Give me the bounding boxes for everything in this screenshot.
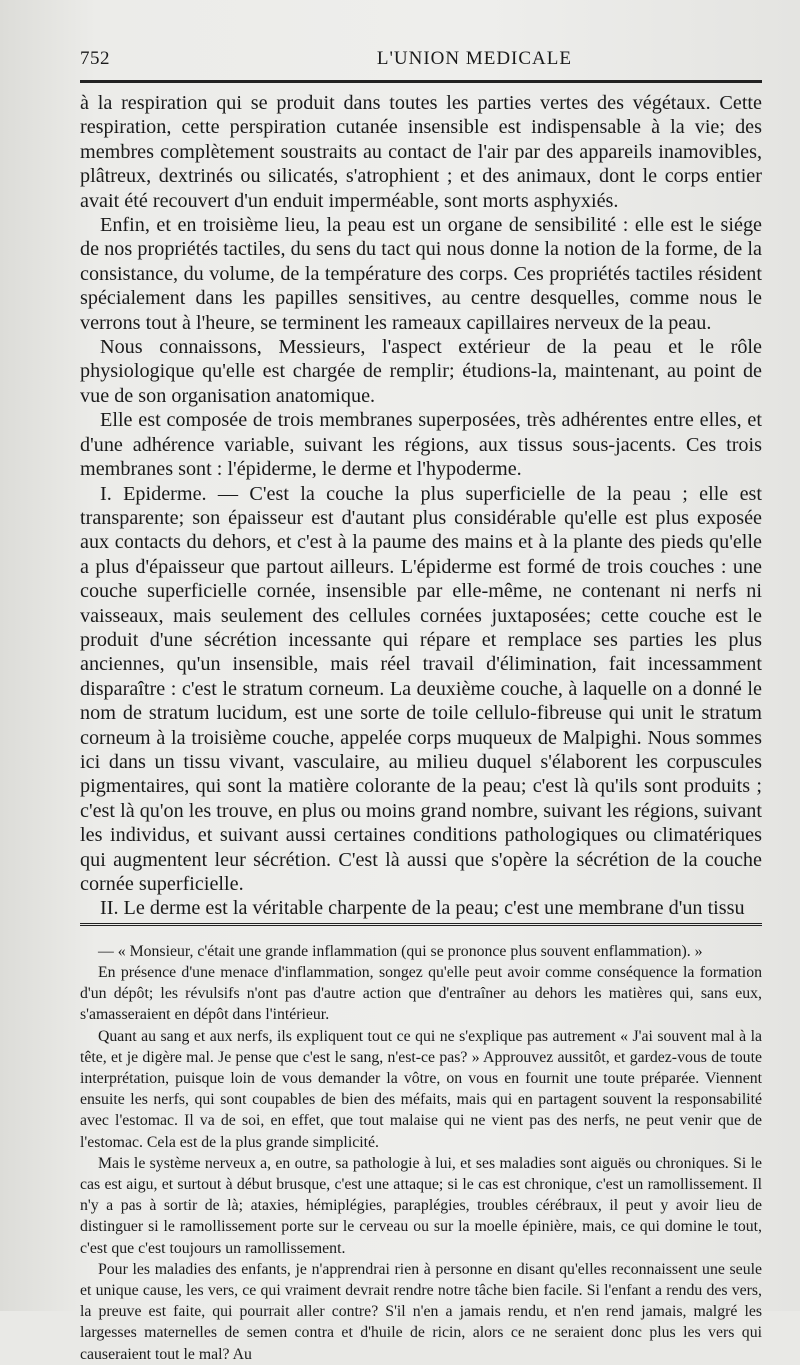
paragraph: II. Le derme est la véritable charpente de la peau; c'est une membrane d'un tissu <box>100 897 745 920</box>
page-number: 752 <box>80 48 110 69</box>
note-paragraph: En présence d'une menace d'inflammation, songez qu'elle peut avoir comme conséquence la formation d'un dépôt; les révulsifs n'ont pas d'autre action que d'entraîner au dehors les matières qui, sans eux, s'amasseraient en dépôt dans l'intérieur. <box>80 964 762 1024</box>
main-text <box>80 91 762 921</box>
note-paragraph: Mais le système nerveux a, en outre, sa pathologie à lui, et ses maladies sont aiguës ou chroniques. Si le cas est aigu, et surtout à début brusque, c'est une attaque; si le cas est chronique, c'est un ramollissement. Il n'y a pas à sortir de là; ataxies, hémiplégies, paraplégies, troubles cérébraux, il peut y avoir lieu de distinguer si le ramollissement porte sur le cerveau ou sur la moelle épinière, mais, ce qui domine le tout, c'est que c'est toujours un ramollissement. <box>80 1154 762 1257</box>
note-paragraph: Pour les maladies des enfants, je n'apprendrai rien à personne en disant qu'elles reconnaissent une seule et unique cause, les vers, ce qui vraiment devrait rendre notre tâche bien facile. Si l'enfant a rendu des vers, la preuve est faite, qui pourrait aller contre? S'il n'en a jamais rendu, et n'en rend jamais, malgré les largesses maternelles de semen contra et d'huile de ricin, alors ce ne seraient donc plus les vers qui causeraient tout le mal? Au <box>80 1260 762 1363</box>
paragraph: Enfin, et en troisième lieu, la peau est un organe de sensibilité : elle est le siége de nos propriétés tactiles, du sens du tact qui nous donne la notion de la forme, de la consistance, du volume, de la température des corps. Ces propriétés tactiles résident spécialement dans les papilles sensitives, au centre desquelles, comme nous le verrons tout à l'heure, se terminent les rameaux capillaires nerveux de la peau. <box>80 214 762 334</box>
section-rule <box>80 923 762 929</box>
header-rule <box>80 80 762 83</box>
feuilleton-text <box>80 941 762 1365</box>
note-paragraph: Quant au sang et aux nerfs, ils expliquent tout ce qui ne s'explique pas autrement « J'ai souvent mal à la tête, et je digère mal. Je pense que c'est le sang, n'est-ce pas? » Approuvez aussitôt, et gardez-vous de toute interprétation, puisque loin de vous demander la vôtre, on vous en fournit une toute préparée. Viennent ensuite les nerfs, qui sont coupables de bien des méfaits, mais qui en partagent souvent la responsabilité avec l'estomac. Il va de soi, en effet, que tout malaise qui ne vient pas des nerfs, ne peut venir que de l'estomac. Cela est de la plus grande simplicité. <box>80 1027 762 1151</box>
paragraph: Nous connaissons, Messieurs, l'aspect extérieur de la peau et le rôle physiologique qu'elle est chargée de remplir; étudions-la, maintenant, au point de vue de son organisation anatomique. <box>80 336 762 407</box>
journal-title: L'UNION MEDICALE <box>376 48 572 69</box>
page-header <box>80 48 762 70</box>
paragraph: à la respiration qui se produit dans toutes les parties vertes des végétaux. Cette respiration, cette perspiration cutanée insensible est indispensable à la vie; des membres complètement soustraits au contact de l'air par des appareils inamovibles, plâtreux, dextrinés ou silicatés, s'atrophient ; et des animaux, dont le corps entier avait été recouvert d'un enduit imperméable, sont morts asphyxiés. <box>80 92 762 212</box>
note-paragraph: — « Monsieur, c'était une grande inflammation (qui se prononce plus souvent enflammation). » <box>98 942 703 960</box>
paragraph: Elle est composée de trois membranes superposées, très adhérentes entre elles, et d'une adhérence variable, suivant les régions, aux tissus sous-jacents. Ces trois membranes sont : l'épiderme, le derme et l'hypoderme. <box>80 409 762 481</box>
paragraph: I. Epiderme. — C'est la couche la plus superficielle de la peau ; elle est transparente; son épaisseur est d'autant plus considérable qu'elle est plus exposée aux contacts du dehors, et c'est à la paume des mains et à la plante des pieds qu'elle a plus d'épaisseur que partout ailleurs. L'épiderme est formé de trois couches : une couche superficielle cornée, insensible par elle-même, ne contenant ni nerfs ni vaisseaux, mais seulement des cellules cornées juxtaposées; cette couche est le produit d'une sécrétion incessante qui répare et remplace ses parties les plus anciennes, qu'un insensible, mais réel travail d'élimination, fait incessamment disparaître : c'est le stratum corneum. La deuxième couche, à laquelle on a donné le nom de stratum lucidum, est une sorte de toile cellulo-fibreuse qui unit le stratum corneum à la troisième couche, appelée corps muqueux de Malpighi. Nous sommes ici dans un tissu vivant, vasculaire, au milieu duquel s'élaborent les corpuscules pigmentaires, qui sont la matière colorante de la peau; c'est là qu'ils sont produits ; c'est là qu'on les trouve, en plus ou moins grand nombre, suivant les régions, suivant les individus, et suivant aussi certaines conditions pathologiques ou climatériques qui augmentent leur sécrétion. C'est là aussi que s'opère la sécrétion de la couche cornée superficielle. <box>80 482 762 895</box>
